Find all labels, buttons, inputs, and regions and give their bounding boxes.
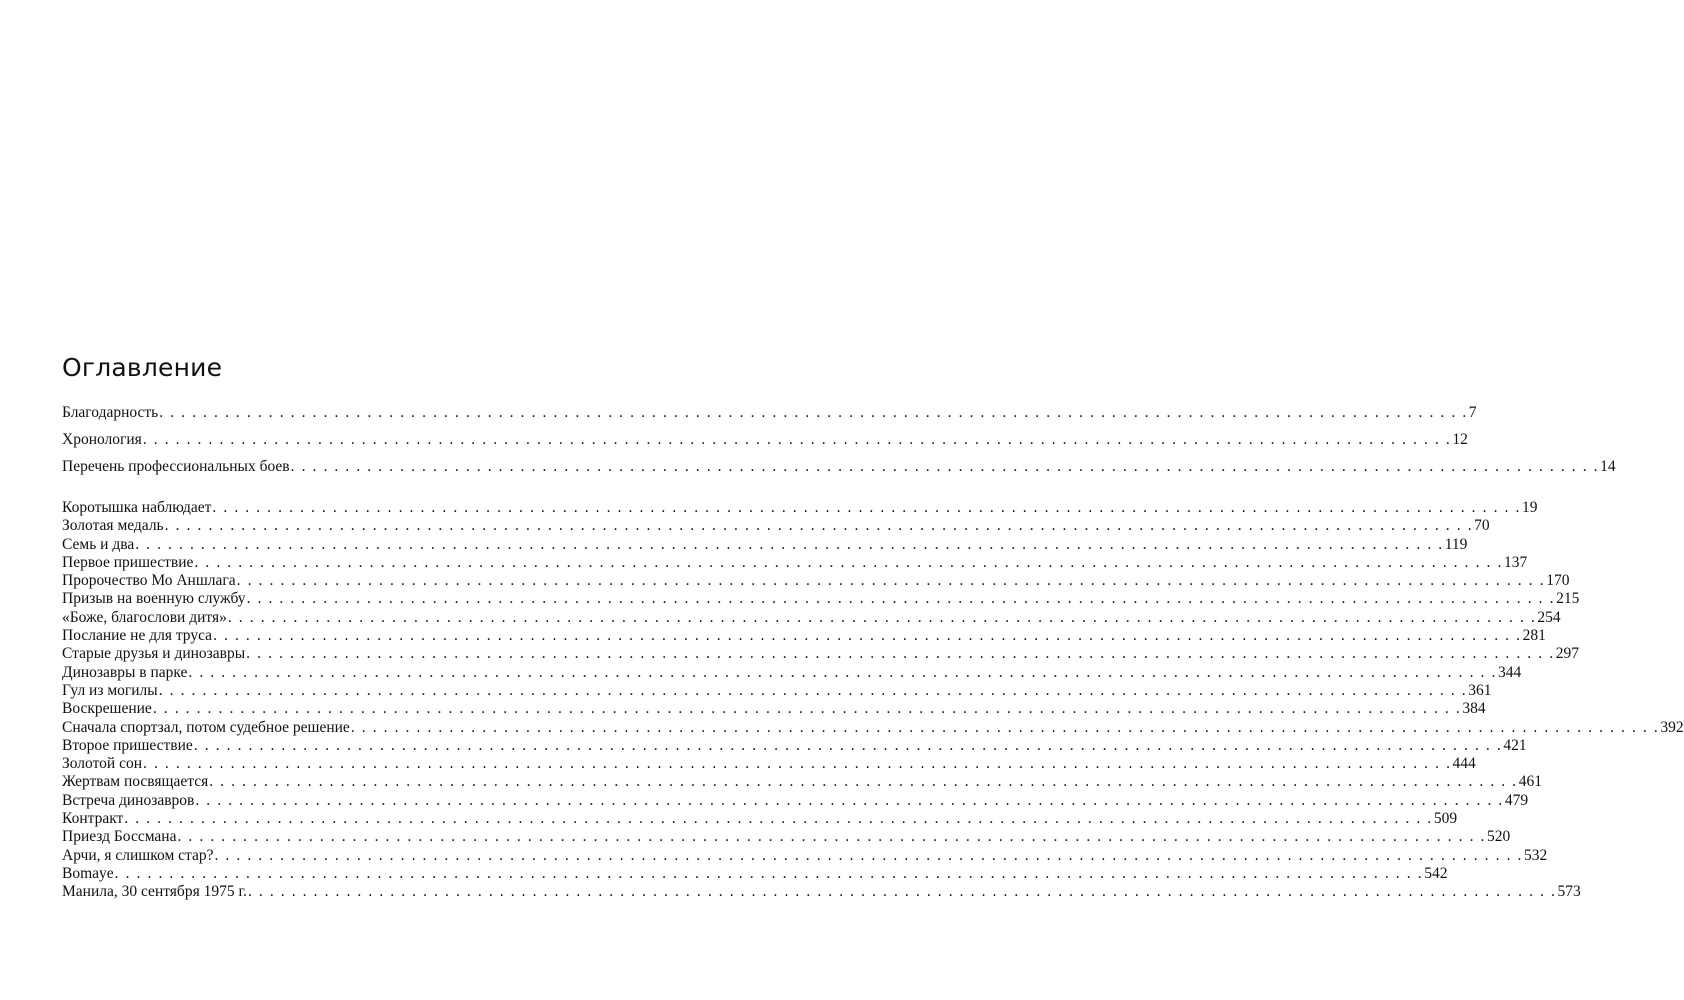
dot-leader: . . . . . . . . . . . . . . . . . . . . . . . . . . . . . . . . . . . . . . . . . . . . . . . . . . . . . . . . . . . . . . . . . . . . . . . . . . . . . . . . . . . . . . . . . . . . . . . . . . . . . . . . . . . . . . . . . . . . . . . .	[212, 499, 1521, 516]
toc-entry-page-number: 461	[1518, 773, 1542, 791]
dot-leader: . . . . . . . . . . . . . . . . . . . . . . . . . . . . . . . . . . . . . . . . . . . . . . . . . . . . . . . . . . . . . . . . . . . . . . . . . . . . . . . . . . . . . . . . . . . . . . . . . . . . . . . . . . . . . . . . . . . . . . . .	[158, 681, 1468, 699]
toc-entry	[62, 627, 1546, 645]
toc-entry-label: Жертвам посвящается	[62, 773, 209, 791]
toc-entry-page-number: 12	[1452, 431, 1468, 448]
toc-entry-page-number: 70	[1474, 517, 1490, 535]
toc-entry	[62, 553, 1528, 572]
toc-entry	[62, 883, 1581, 901]
dot-leader: . . . . . . . . . . . . . . . . . . . . . . . . . . . . . . . . . . . . . . . . . . . . . . . . . . . . . . . . . . . . . . . . . . . . . . . . . . . . . . . . . . . . . . . . . . . . . . . . . . . . . . . . . . . . . . . . . . . . . . . .	[164, 517, 1474, 535]
dot-leader: . . . . . . . . . . . . . . . . . . . . . . . . . . . . . . . . . . . . . . . . . . . . . . . . . . . . . . . . . . . . . . . . . . . . . . . . . . . . . . . . . . . . . . . . . . . . . . . . . . . . . . . . . . . . . . . . . . . . . . . .	[135, 535, 1444, 553]
toc-entry	[62, 399, 1477, 426]
toc-entry-page-number: 297	[1555, 645, 1579, 663]
toc-entry-label: Семь и два	[62, 535, 135, 553]
toc-entry-page-number: 344	[1497, 663, 1522, 681]
toc-entry-label: Хронология	[62, 431, 142, 448]
dot-leader: . . . . . . . . . . . . . . . . . . . . . . . . . . . . . . . . . . . . . . . . . . . . . . . . . . . . . . . . . . . . . . . . . . . . . . . . . . . . . . . . . . . . . . . . . . . . . . . . . . . . . . . . . . . . . . . . . . . . . . . .	[209, 773, 1518, 791]
dot-leader: . . . . . . . . . . . . . . . . . . . . . . . . . . . . . . . . . . . . . . . . . . . . . . . . . . . . . . . . . . . . . . . . . . . . . . . . . . . . . . . . . . . . . . . . . . . . . . . . . . . . . . . . . . . . . . . . . . . . . . . .	[213, 627, 1522, 645]
toc-entry	[62, 608, 1561, 627]
chapter-list	[62, 499, 1684, 902]
dot-leader: . . . . . . . . . . . . . . . . . . . . . . . . . . . . . . . . . . . . . . . . . . . . . . . . . . . . . . . . . . . . . . . . . . . . . . . . . . . . . . . . . . . . . . . . . . . . . . . . . . . . . . . . . . . . . . . . . . . . . . . .	[350, 718, 1660, 736]
toc-entry-label: Bomaye	[62, 864, 114, 882]
toc-entry-label: Воскрешение	[62, 700, 152, 718]
toc-entry	[62, 663, 1522, 682]
toc-entry-page-number: 532	[1524, 846, 1548, 864]
toc-entry	[62, 499, 1538, 517]
dot-leader: . . . . . . . . . . . . . . . . . . . . . . . . . . . . . . . . . . . . . . . . . . . . . . . . . . . . . . . . . . . . . . . . . . . . . . . . . . . . . . . . . . . . . . . . . . . . . . . . . . . . . . . . . . . . . . . . . . . . . . . .	[195, 791, 1504, 809]
toc-entry	[62, 846, 1548, 865]
toc-entry-page-number: 254	[1537, 608, 1561, 626]
toc-entry-page-number: 14	[1600, 458, 1616, 475]
toc-entry-label: «Боже, благослови дитя»	[62, 608, 227, 626]
toc-entry	[62, 773, 1542, 791]
dot-leader: . . . . . . . . . . . . . . . . . . . . . . . . . . . . . . . . . . . . . . . . . . . . . . . . . . . . . . . . . . . . . . . . . . . . . . . . . . . . . . . . . . . . . . . . . . . . . . . . . . . . . . . . . . . . . . . . . . . . . . . .	[290, 458, 1600, 475]
dot-leader: . . . . . . . . . . . . . . . . . . . . . . . . . . . . . . . . . . . . . . . . . . . . . . . . . . . . . . . . . . . . . . . . . . . . . . . . . . . . . . . . . . . . . . . . . . . . . . . . . . . . . . . . . . . . . . . . . . . . . . . .	[142, 431, 1452, 448]
toc-entry-page-number: 479	[1504, 791, 1529, 809]
toc-entry	[62, 535, 1468, 554]
toc-entry-page-number: 119	[1444, 535, 1468, 553]
toc-entry	[62, 864, 1448, 883]
dot-leader: . . . . . . . . . . . . . . . . . . . . . . . . . . . . . . . . . . . . . . . . . . . . . . . . . . . . . . . . . . . . . . . . . . . . . . . . . . . . . . . . . . . . . . . . . . . . . . . . . . . . . . . . . . . . . . . . . . . . . . . .	[124, 810, 1433, 828]
toc-entry-page-number: 361	[1468, 681, 1492, 699]
toc-entry-page-number: 7	[1468, 404, 1477, 421]
toc-entry-page-number: 384	[1462, 700, 1486, 718]
toc-entry-label: Пророчество Мо Аншлага	[62, 572, 236, 590]
toc-entry-label: Благодарность	[62, 404, 159, 421]
toc-entry-page-number: 281	[1522, 627, 1546, 645]
front-matter-list	[62, 399, 1616, 480]
dot-leader: . . . . . . . . . . . . . . . . . . . . . . . . . . . . . . . . . . . . . . . . . . . . . . . . . . . . . . . . . . . . . . . . . . . . . . . . . . . . . . . . . . . . . . . . . . . . . . . . . . . . . . . . . . . . . . . . . . . . . . . .	[152, 700, 1462, 718]
toc-entry-label: Коротышка наблюдает	[62, 499, 212, 516]
toc-entry	[62, 681, 1492, 700]
toc-entry-label: Второе пришествие	[62, 736, 193, 754]
toc-entry-label: Манила, 30 сентября 1975 г.	[62, 883, 247, 901]
toc-entry-page-number: 215	[1556, 590, 1580, 608]
toc-entry	[62, 645, 1579, 663]
dot-leader: . . . . . . . . . . . . . . . . . . . . . . . . . . . . . . . . . . . . . . . . . . . . . . . . . . . . . . . . . . . . . . . . . . . . . . . . . . . . . . . . . . . . . . . . . . . . . . . . . . . . . . . . . . . . . . . . . . . . . . . .	[227, 608, 1537, 626]
toc-entry	[62, 791, 1529, 810]
toc-entry-page-number: 542	[1424, 864, 1448, 882]
page-title: Оглавление	[62, 353, 223, 382]
dot-leader: . . . . . . . . . . . . . . . . . . . . . . . . . . . . . . . . . . . . . . . . . . . . . . . . . . . . . . . . . . . . . . . . . . . . . . . . . . . . . . . . . . . . . . . . . . . . . . . . . . . . . . . . . . . . . . . . . . . . . . . .	[188, 663, 1497, 681]
dot-leader: . . . . . . . . . . . . . . . . . . . . . . . . . . . . . . . . . . . . . . . . . . . . . . . . . . . . . . . . . . . . . . . . . . . . . . . . . . . . . . . . . . . . . . . . . . . . . . . . . . . . . . . . . . . . . . . . . . . . . . . .	[236, 572, 1546, 590]
dot-leader: . . . . . . . . . . . . . . . . . . . . . . . . . . . . . . . . . . . . . . . . . . . . . . . . . . . . . . . . . . . . . . . . . . . . . . . . . . . . . . . . . . . . . . . . . . . . . . . . . . . . . . . . . . . . . . . . . . . . . . . .	[194, 553, 1503, 571]
dot-leader: . . . . . . . . . . . . . . . . . . . . . . . . . . . . . . . . . . . . . . . . . . . . . . . . . . . . . . . . . . . . . . . . . . . . . . . . . . . . . . . . . . . . . . . . . . . . . . . . . . . . . . . . . . . . . . . . . . . . . . . .	[246, 645, 1555, 663]
toc-entry-page-number: 421	[1503, 736, 1527, 754]
toc-entry-page-number: 19	[1521, 499, 1538, 516]
toc-entry-label: Золотой сон	[62, 755, 143, 773]
section-gap	[62, 480, 567, 499]
dot-leader: . . . . . . . . . . . . . . . . . . . . . . . . . . . . . . . . . . . . . . . . . . . . . . . . . . . . . . . . . . . . . . . . . . . . . . . . . . . . . . . . . . . . . . . . . . . . . . . . . . . . . . . . . . . . . . . . . . . . . . . .	[114, 864, 1424, 882]
toc-entry	[62, 736, 1527, 755]
toc-entry-page-number: 573	[1557, 883, 1581, 901]
toc-entry-label: Послание не для труса	[62, 627, 213, 645]
toc-entry	[62, 755, 1476, 773]
toc-entry-label: Динозавры в парке	[62, 663, 188, 681]
toc-entry-label: Призыв на военную службу	[62, 590, 246, 608]
dot-leader: . . . . . . . . . . . . . . . . . . . . . . . . . . . . . . . . . . . . . . . . . . . . . . . . . . . . . . . . . . . . . . . . . . . . . . . . . . . . . . . . . . . . . . . . . . . . . . . . . . . . . . . . . . . . . . . . . . . . . . . .	[246, 590, 1556, 608]
toc-entry-page-number: 444	[1452, 755, 1476, 773]
toc-entry	[62, 426, 1468, 453]
dot-leader: . . . . . . . . . . . . . . . . . . . . . . . . . . . . . . . . . . . . . . . . . . . . . . . . . . . . . . . . . . . . . . . . . . . . . . . . . . . . . . . . . . . . . . . . . . . . . . . . . . . . . . . . . . . . . . . . . . . . . . . .	[159, 404, 1468, 421]
toc-entry	[62, 517, 1490, 535]
toc-entry	[62, 828, 1511, 846]
toc-entry	[62, 590, 1580, 608]
toc-entry	[62, 453, 1616, 480]
toc-entry-page-number: 392	[1660, 718, 1684, 736]
dot-leader: . . . . . . . . . . . . . . . . . . . . . . . . . . . . . . . . . . . . . . . . . . . . . . . . . . . . . . . . . . . . . . . . . . . . . . . . . . . . . . . . . . . . . . . . . . . . . . . . . . . . . . . . . . . . . . . . . . . . . . . .	[143, 755, 1452, 773]
toc-entry	[62, 810, 1458, 828]
dot-leader: . . . . . . . . . . . . . . . . . . . . . . . . . . . . . . . . . . . . . . . . . . . . . . . . . . . . . . . . . . . . . . . . . . . . . . . . . . . . . . . . . . . . . . . . . . . . . . . . . . . . . . . . . . . . . . . . . . . . . . . .	[247, 883, 1557, 901]
dot-leader: . . . . . . . . . . . . . . . . . . . . . . . . . . . . . . . . . . . . . . . . . . . . . . . . . . . . . . . . . . . . . . . . . . . . . . . . . . . . . . . . . . . . . . . . . . . . . . . . . . . . . . . . . . . . . . . . . . . . . . . .	[214, 846, 1524, 864]
dot-leader: . . . . . . . . . . . . . . . . . . . . . . . . . . . . . . . . . . . . . . . . . . . . . . . . . . . . . . . . . . . . . . . . . . . . . . . . . . . . . . . . . . . . . . . . . . . . . . . . . . . . . . . . . . . . . . . . . . . . . . . .	[193, 736, 1503, 754]
toc-entry	[62, 718, 1684, 737]
dot-leader: . . . . . . . . . . . . . . . . . . . . . . . . . . . . . . . . . . . . . . . . . . . . . . . . . . . . . . . . . . . . . . . . . . . . . . . . . . . . . . . . . . . . . . . . . . . . . . . . . . . . . . . . . . . . . . . . . . . . . . . .	[177, 828, 1486, 846]
toc-entry-page-number: 509	[1433, 810, 1458, 828]
toc-entry	[62, 700, 1486, 718]
toc-entry-page-number: 170	[1546, 572, 1570, 590]
toc-entry-page-number: 137	[1503, 553, 1528, 571]
toc-entry-label: Старые друзья и динозавры	[62, 645, 246, 663]
toc-entry-label: Сначала спортзал, потом судебное решение	[62, 718, 350, 736]
toc-entry-label: Золотая медаль	[62, 517, 164, 535]
toc-entry-label: Перечень профессиональных боев	[62, 458, 290, 475]
toc-entry-label: Гул из могилы	[62, 681, 158, 699]
toc-entry-label: Приезд Боссмана	[62, 828, 177, 846]
toc-entry	[62, 572, 1570, 590]
toc-entry-label: Встреча динозавров	[62, 791, 195, 809]
toc-entry-label: Контракт	[62, 810, 124, 828]
toc-entry-label: Первое пришествие	[62, 553, 194, 571]
toc-entry-label: Арчи, я слишком стар?	[62, 846, 214, 864]
table-of-contents	[62, 399, 1684, 902]
toc-entry-page-number: 520	[1487, 828, 1511, 846]
